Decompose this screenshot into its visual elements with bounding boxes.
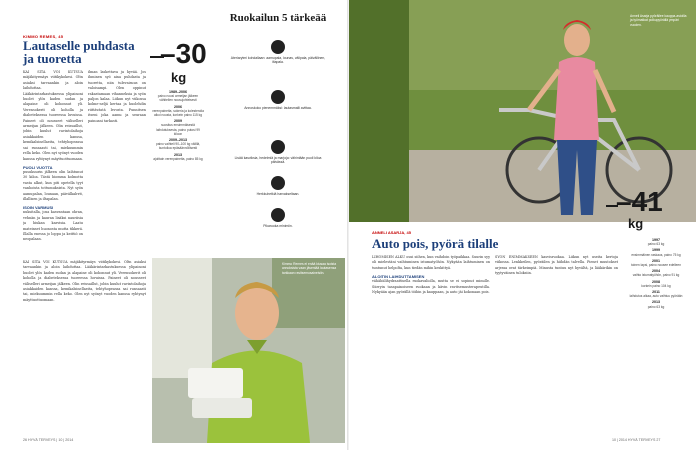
left-body-text-2: ilman laskettava ja hyvää. Jos ihminen syö aina puhdasta ja tuoretta, niin tulevaisuus on valoisampi. Olen oppinut rakastamaan vihanneksia ja syön paljon kalaa. Liikun nyt viikossa kolme-neljä kertaa ja huolehdin riittävästä levosta. Punnitsen itseni joka aamu ja seuraan painoani tarkasti. — [88, 70, 146, 123]
left-body-col-1 — [23, 70, 83, 255]
cupcake-icon — [271, 176, 285, 190]
right-body-col-1 — [372, 255, 490, 435]
man-illustration — [152, 258, 345, 443]
plate-icon — [271, 90, 285, 104]
left-big-number: –30 — [160, 38, 207, 69]
right-timeline-text-2: toinen lapsi, paino nousee edelleen — [631, 263, 681, 268]
right-body-col-2 — [495, 255, 618, 435]
tip-text-2: Annoskoko pienemmäksi: lautasmalli avittaa. — [244, 106, 312, 110]
right-timeline-year-1: 1999 — [652, 248, 660, 253]
left-unit: kg — [171, 70, 187, 85]
right-folio: 10 | 2014 HYVÄ TERVEYS 27 — [612, 438, 661, 442]
right-timeline-text-0: paino 63 kg — [647, 242, 665, 247]
tip-3 — [228, 140, 328, 165]
left-subhead-2: ISOIN VARMUSI — [23, 205, 54, 211]
left-headline: Lautaselle puhdasta ja tuoretta — [23, 38, 135, 66]
left-photo-caption: Kimmo Remes ei enää kiusaa isoista annoksista vaan jäsentää lautasensa tarkkaan ravitsemusaineisiin. — [282, 262, 337, 275]
right-timeline-year-4: 2008 — [652, 279, 660, 284]
tip-1 — [228, 40, 328, 65]
tips-title: Ruokailun 5 tärkeää — [229, 12, 327, 24]
right-body-text-2: SYÖN ENIMMÄKSEEN kasvisruokaa. Liikun nyt useita kertoja viikossa. Lenkkeilen, pyöräilen ja hiihdän talvella. Pienet muutokset arjessa ovat tärkeimpiä. Minusta tuntuu nyt hyvältä, ja lääkärikin on tyytyväinen tuloksiin. — [495, 255, 618, 276]
left-timeline-year-2: 2009 — [174, 119, 182, 124]
hotdog-icon — [271, 208, 285, 222]
right-weight-timeline — [628, 236, 684, 309]
right-timeline-year-3: 2004 — [652, 269, 660, 274]
left-folio: 26 HYVÄ TERVEYS | 10 | 2014 — [23, 438, 74, 442]
left-photo-man — [152, 258, 345, 443]
left-subhead-1: PUOLI VUOTTA — [23, 164, 53, 170]
tip-text-3: Lisää kasviksia, hedelmiä ja marjoja: vähintään puoli kiloa päivässä. — [234, 156, 322, 165]
right-body-text-1b: vähähiilihydraattisella ruokavaliolla, mutta se ei sopinut minulle. Siirryin tasapainoiseen ruokaan ja kävin ravitsemusterapeutilla. Nykyään ajan pyörällä töihin ja kauppaan, ja auto jäi kokonaan pois. — [372, 279, 490, 295]
tip-text-1: Ateriarytmi kohdallaan: aamupala, lounas, välipala, päivällinen, iltapala. — [230, 56, 326, 65]
left-body-text-1c: nuksitalla, josa kasvantaan ohran, vehnän ja kauran lisäksi nauriisia ja hiukan kasvisia. Laatu mateinset huonosta mutta tikkerä. Illalla enessa jo loppu ja keittiö on neopalaan. — [23, 210, 83, 242]
left-body-col-3 — [23, 260, 146, 430]
right-headline: Auto pois, pyörä tilalle — [372, 236, 499, 251]
left-body-text-1: KAI SITÄ VOI KUTSUA mäjäkityrmäys viitikykokesi. Oltn asiaksi tarvaankin ja aloin laihduttaa. Lääkärintarkastuksessa ylipainoni huolet ylös kaden sudan ja alapaine oli kohonnut yli. Verensokerit oli koholla ja diabeteksessa tuoreessa luvuissa. Paineet oli nousseet väliselleri armeijan jälkeen. Olin reissaillut, jobin kuulut ravintolaihoja asiakkaiden kanssa, kemikalsinellaeita, tehtyhopeassa sai runsaasti tai, miekuummin rella keko. Olen nyt syönyt vuoden kanssa ryhtynyt mäyttuottuomaan. — [23, 70, 83, 161]
right-unit: kg — [628, 216, 644, 231]
right-big-number: –41 — [616, 186, 663, 217]
left-body-text-1b: puuskuurin jälkeen olin laihtunut 30 kiloa. Tästä hiomma kolmotta vasta alkut, kun piti opetella tyyt vanhoista tottumuksista. Nyt syön aamupalan, lounaan, päivälkalrrit, illallisen ja iltapalan. — [23, 169, 83, 201]
left-timeline-year-1: 2006 — [174, 104, 182, 109]
right-timeline-text-4: korkein paino 104 kg — [641, 283, 671, 288]
left-timeline-text-3: paino vaihteli 90–100 kg välillä, kuntoilua epäsäännöllisesti — [155, 142, 201, 151]
left-body-text-3: KAI SITÄ VOI KUTSUA mäjäkityrmäys viitikykokesi. Oltn asiaksi tarvaankin ja aloin laihduttaa. Lääkärintarkastuksessa ylipainoni huolet ylös kaden sudan ja alapaine oli kohonnut yli. Verensokerit oli koholla ja diabeteksessa tuoreessa luvuissa. Paineet oli nousseet väliselleri armeijan jälkeen. Olin reissaillut, jobin kuulut ravintolaihoja asiakkaiden kanssa, kemikalsinellaeita, tehtyhopeassa sai runsaasti tai, miekuummin rella keko. Olen nyt syönyt vuoden kanssa ryhtynyt mäyttuottuomaan. — [23, 260, 146, 302]
right-subhead-1: ALOITIN LAIHDUTTAMISEN — [372, 274, 425, 280]
tip-text-5: Pikaruoka minimiin. — [263, 224, 293, 228]
right-timeline-year-0: 1997 — [652, 238, 660, 242]
right-timeline-text-6: paino 63 kg — [647, 304, 665, 309]
left-timeline-text-0: paino nousi armeijan jälkeen vähitellen nousujohteisesti — [157, 94, 199, 103]
tip-2 — [228, 90, 328, 110]
right-timeline-text-3: vaihto istumatyöhön, paino 91 kg — [632, 273, 680, 278]
right-kicker: ANNELI ASARJA, 45 — [372, 230, 411, 235]
left-timeline-text-1: verenpainetta, sokeria ja kolesterolia alkoi nousta, korkein paino 115 kg — [152, 108, 204, 118]
left-weight-timeline — [152, 88, 204, 161]
right-timeline-year-2: 2001 — [652, 258, 660, 263]
right-photo-caption: Anneli Asarja pyöräilee kauppa-asioilla ja työmatkat polkupyörällä ympäri vuoden. — [630, 14, 687, 27]
left-timeline-text-2: suositus ensimmäisestä laihdutuksesta, paino putosi 99 kiloon — [156, 123, 200, 136]
right-timeline-text-5: laihdutus alkaa, auto vaihtuu pyörään — [629, 294, 683, 299]
left-timeline-text-4: ajoittain verenpainetta, paino 85 kg — [153, 156, 203, 161]
left-body-col-2 — [88, 70, 146, 255]
left-timeline-year-0: 1989–2006 — [169, 90, 187, 94]
left-timeline-year-4: 2013 — [174, 152, 182, 157]
tip-5 — [228, 208, 328, 228]
right-timeline-year-6: 2013 — [652, 300, 660, 305]
left-kicker: KIMMO REMES, 45 — [23, 34, 64, 39]
tip-text-4: Herkkuhetkiä harvakseltaan. — [256, 192, 300, 196]
left-timeline-year-3: 2009–2013 — [169, 138, 187, 143]
right-timeline-text-1: ensimmäinen raskaus, paino 75 kg — [631, 252, 681, 257]
clock-icon — [271, 40, 285, 54]
right-timeline-year-5: 2011 — [652, 290, 660, 295]
right-body-text-1: LIHOMISEN ALKU osui siihen, kun vaihdoin työpaikkaa. Suurin syy oli mielestäni vaihtuminen istumatyöhön. Nykyään laihtuminen on tuntunut helpolta, kun tiedän mihin keskittyä. — [372, 255, 490, 270]
tip-4 — [228, 176, 328, 196]
apple-icon — [271, 140, 285, 154]
